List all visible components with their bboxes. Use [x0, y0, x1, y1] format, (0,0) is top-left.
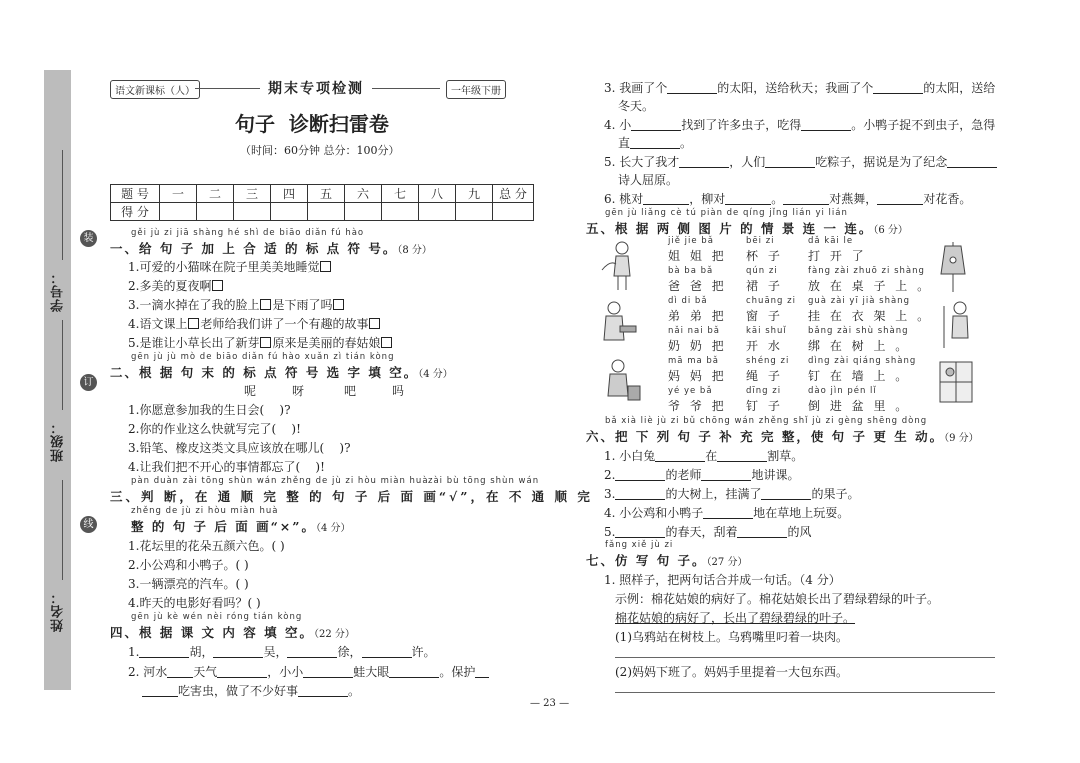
s5-match-word[interactable]: 放 在 桌 子 上 。 [808, 279, 933, 293]
s5-pinyin: chuāng zi [746, 296, 796, 306]
r-item-3-cont: 冬天。 [618, 99, 655, 113]
name-line [62, 480, 63, 580]
s3-pinyin: pàn duàn zài tōng shùn wán zhěng de jù zi hòu miàn huà [131, 476, 429, 486]
s1-pinyin: gěi jù zi jiā shàng hé shì de biāo diǎn fú hào [131, 228, 365, 238]
s5-match-word[interactable]: 爷 爷 把 [668, 399, 727, 413]
score-header-cell: 一 [160, 185, 197, 203]
s7-title: 七、仿 写 句 子。（27 分） [586, 553, 748, 568]
s3-item-3: 3.一辆漂亮的汽车。( ) [128, 577, 249, 591]
score-header-cell: 八 [419, 185, 456, 203]
s5-pinyin: bēi zi [746, 236, 775, 246]
s3-title: 三、判 断，在 通 顺 完 整 的 句 子 后 面 画“√”，在 不 通 顺 完 [110, 489, 593, 504]
s5-match-word[interactable]: 倒 进 盆 里 。 [808, 399, 911, 413]
s6-title: 六、把 下 列 句 子 补 充 完 整，使 句 子 更 生 动。（9 分） [586, 429, 979, 444]
s5-match-word[interactable]: 窗 子 [746, 309, 783, 323]
s4-item-1: 1. 胡， 吴， 徐， 许。 [128, 645, 436, 659]
score-input-cell[interactable] [271, 203, 308, 221]
s1-title: 一、给 句 子 加 上 合 适 的 标 点 符 号。（8 分） [110, 241, 432, 256]
s5-match-word[interactable]: 绳 子 [746, 369, 783, 383]
s5-pinyin: guà zài yī jià shàng [808, 296, 910, 306]
score-input-cell[interactable] [308, 203, 345, 221]
score-header-cell: 九 [456, 185, 493, 203]
class-line [62, 320, 63, 410]
s6-item-2: 2. 的老师 地讲课。 [604, 468, 800, 482]
s5-match-word[interactable]: 打 开 了 [808, 249, 867, 263]
s5-pinyin: fàng zài zhuō zi shàng [808, 266, 925, 276]
answer-line[interactable] [615, 657, 995, 658]
score-input-cell[interactable] [197, 203, 234, 221]
score-input-cell[interactable] [382, 203, 419, 221]
s5-match-word[interactable]: 奶 奶 把 [668, 339, 727, 353]
s7-question-1: (1)乌鸦站在树枝上。乌鸦嘴里叼着一块肉。 [615, 630, 848, 644]
s5-pinyin: dào jìn pén lǐ [808, 386, 877, 396]
s3-item-2: 2.小公鸡和小鸭子。( ) [128, 558, 249, 572]
s5-pinyin: bà ba bǎ [668, 266, 714, 276]
s5-match-word[interactable]: 挂 在 衣 架 上 。 [808, 309, 933, 323]
s5-pinyin: yé ye bǎ [668, 386, 713, 396]
s1-item-3: 3.一滴水掉在了我的脸上 是下雨了吗 [128, 296, 345, 313]
s5-pinyin: jiě jie bǎ [668, 236, 714, 246]
boy-with-bucket-picture [600, 358, 642, 410]
score-table [110, 184, 534, 221]
s3-item-1: 1.花坛里的花朵五颜六色。( ) [128, 539, 285, 553]
punct-box[interactable] [188, 318, 199, 329]
s1-item-5: 5.是谁让小草长出了新芽 原来是美丽的春姑娘 [128, 334, 393, 351]
s2-word: 呀 [292, 384, 305, 398]
grandma-cooking-picture [600, 300, 638, 350]
s5-pinyin: kāi shuǐ [746, 326, 787, 336]
score-label-cell: 得 分 [111, 203, 160, 221]
s2-item-1: 1.你愿意参加我的生日会( )? [128, 403, 291, 417]
page-title: 句子 诊断扫雷卷 [235, 112, 389, 136]
s5-pinyin: dì di bǎ [668, 296, 708, 306]
class-label: 班级： [51, 420, 66, 462]
s2-word: 吧 [344, 384, 357, 398]
page-subtitle: （时间：60分钟 总分：100分） [240, 144, 400, 157]
r-item-3: 3. 我画了个 的太阳，送给秋天；我画了个 的太阳，送给 [604, 81, 996, 95]
punct-box[interactable] [260, 299, 271, 310]
binding-hole: 装 [80, 230, 97, 247]
s5-pinyin: bǎng zài shù shàng [808, 326, 909, 336]
s5-pinyin: mā ma bǎ [668, 356, 719, 366]
s6-pinyin: bǎ xià liè jù zi bǔ chōng wán zhěng shǐ jù zi gèng shēng dòng [605, 416, 928, 426]
score-input-cell[interactable] [493, 203, 534, 221]
score-input-cell[interactable] [456, 203, 493, 221]
s5-pinyin: dǎ kāi le [808, 236, 854, 246]
score-header-cell: 六 [345, 185, 382, 203]
s7-example: 示例：棉花姑娘的病好了。棉花姑娘长出了碧绿碧绿的叶子。 [615, 592, 940, 606]
s4-item-2: 2. 河水 天气 ，小小 蛙大眼 。保护 [128, 663, 489, 680]
r-item-4: 4. 小 找到了许多虫子，吃得 。小鸭子捉不到虫子，急得 [604, 118, 996, 132]
r-item-6: 6. 桃对 ，柳对 。 对燕舞， 对花香。 [604, 192, 972, 206]
punct-box[interactable] [369, 318, 380, 329]
dress-on-rack-picture [935, 240, 971, 294]
score-header-cell: 四 [271, 185, 308, 203]
s2-item-2: 2.你的作业这么快就写完了( )! [128, 422, 301, 436]
score-header-cell: 二 [197, 185, 234, 203]
score-header-cell: 总 分 [493, 185, 534, 203]
s1-item-2: 2.多美的夏夜啊 [128, 277, 224, 294]
page-number: — 23 — [530, 698, 570, 709]
s5-match-word[interactable]: 钉 子 [746, 399, 783, 413]
edition-tag: 语文新课标（人） [110, 80, 200, 99]
punct-box[interactable] [212, 280, 223, 291]
s6-item-4: 4. 小公鸡和小鸭子 地在草地上玩耍。 [604, 506, 850, 520]
s2-word: 吗 [392, 384, 405, 398]
binding-hole: 订 [80, 374, 97, 391]
s5-match-word[interactable]: 裙 子 [746, 279, 783, 293]
score-header-cell: 五 [308, 185, 345, 203]
score-header-cell: 七 [382, 185, 419, 203]
s4-pinyin: gēn jù kè wén nèi róng tián kòng [131, 612, 303, 622]
r-item-5: 5. 长大了我才 ，人们 吃粽子，据说是为了纪念 [604, 153, 997, 170]
score-input-cell[interactable] [419, 203, 456, 221]
s5-pinyin: gēn jù liǎng cè tú piàn de qíng jǐng lián yi lián [605, 208, 848, 218]
s3-pinyin: zhěng de jù zi hòu miàn huà [131, 506, 279, 516]
s5-pinyin: dīng zi [746, 386, 782, 396]
s6-item-5: 5. 的春天，刮着 的风 [604, 525, 812, 539]
score-input-cell[interactable] [345, 203, 382, 221]
student-id-label: 学号： [51, 270, 66, 312]
s4-item-2-cont: 吃害虫，做了不少好事 。 [142, 682, 360, 699]
header-title: 期末专项检测 [268, 81, 364, 97]
header-rule [195, 88, 260, 89]
score-header-cell: 三 [234, 185, 271, 203]
header-rule [372, 88, 440, 89]
s2-pinyin: gēn jù jù mò de biāo diǎn fú hào xuǎn zì tián kòng [131, 352, 395, 362]
s5-match-word[interactable]: 杯 子 [746, 249, 783, 263]
s2-item-4: 4.让我们把不开心的事情都忘了( )! [128, 460, 325, 474]
score-input-cell[interactable] [160, 203, 197, 221]
s4-title: 四、根 据 课 文 内 容 填 空。（22 分） [110, 625, 355, 640]
s5-pinyin: qún zi [746, 266, 778, 276]
score-header-cell: 题 号 [111, 185, 160, 203]
punct-box[interactable] [260, 337, 271, 348]
s5-title: 五、根 据 两 侧 图 片 的 情 景 连 一 连。（6 分） [586, 221, 908, 236]
s7-instruction: 1. 照样子，把两句话合并成一句话。（4 分） [604, 573, 841, 587]
s5-match-word[interactable]: 妈 妈 把 [668, 369, 727, 383]
window-wall-picture [936, 356, 976, 410]
s5-match-word[interactable]: 爸 爸 把 [668, 279, 727, 293]
r-item-5-cont: 诗人屈原。 [618, 173, 679, 187]
s5-match-word[interactable]: 姐 姐 把 [668, 249, 727, 263]
s2-word: 呢 [244, 384, 257, 398]
s7-example-answer: 棉花姑娘的病好了，长出了碧绿碧绿的叶子。 [615, 611, 856, 625]
s1-item-4: 4.语文课上 老师给我们讲了一个有趣的故事 [128, 315, 381, 332]
s2-title: 二、根 据 句 末 的 标 点 符 号 选 字 填 空。（4 分） [110, 365, 453, 380]
s3-item-4: 4.昨天的电影好看吗？( ) [128, 596, 261, 610]
s7-question-2: (2)妈妈下班了。妈妈手里提着一大包东西。 [615, 665, 848, 679]
woman-watering-picture [600, 240, 636, 292]
s5-match-word[interactable]: 钉 在 墙 上 。 [808, 369, 911, 383]
punct-box[interactable] [381, 337, 392, 348]
s6-item-3: 3. 的大树上，挂满了 的果子。 [604, 487, 860, 501]
s3-title-cont: 整 的 句 子 后 面 画“×”。（4 分） [131, 519, 351, 534]
s5-pinyin: shéng zi [746, 356, 790, 366]
s6-item-1: 1. 小白兔 在 割草。 [604, 449, 804, 463]
s5-pinyin: nǎi nai bǎ [668, 326, 720, 336]
s2-item-3: 3.铅笔、橡皮这类文具应该放在哪儿( )? [128, 441, 351, 455]
s3-pinyin: zài bù tōng shùn wán [428, 476, 540, 486]
binding-hole: 线 [80, 516, 97, 533]
name-label: 姓名： [51, 590, 66, 632]
answer-line[interactable] [615, 692, 995, 693]
s7-pinyin: fǎng xiě jù zi [605, 540, 674, 550]
s5-pinyin: dìng zài qiáng shàng [808, 356, 917, 366]
score-input-cell[interactable] [234, 203, 271, 221]
s5-match-word[interactable]: 弟 弟 把 [668, 309, 727, 323]
punct-box[interactable] [333, 299, 344, 310]
s5-match-word[interactable]: 绑 在 树 上 。 [808, 339, 911, 353]
student-id-line [62, 150, 63, 260]
r-item-4-cont: 直 。 [618, 136, 693, 150]
grade-tag: 一年级下册 [446, 80, 506, 99]
man-hammering-picture [940, 300, 976, 350]
s5-match-word[interactable]: 开 水 [746, 339, 783, 353]
punct-box[interactable] [320, 261, 331, 272]
s1-item-1: 1.可爱的小猫咪在院子里美美地睡觉 [128, 258, 332, 275]
